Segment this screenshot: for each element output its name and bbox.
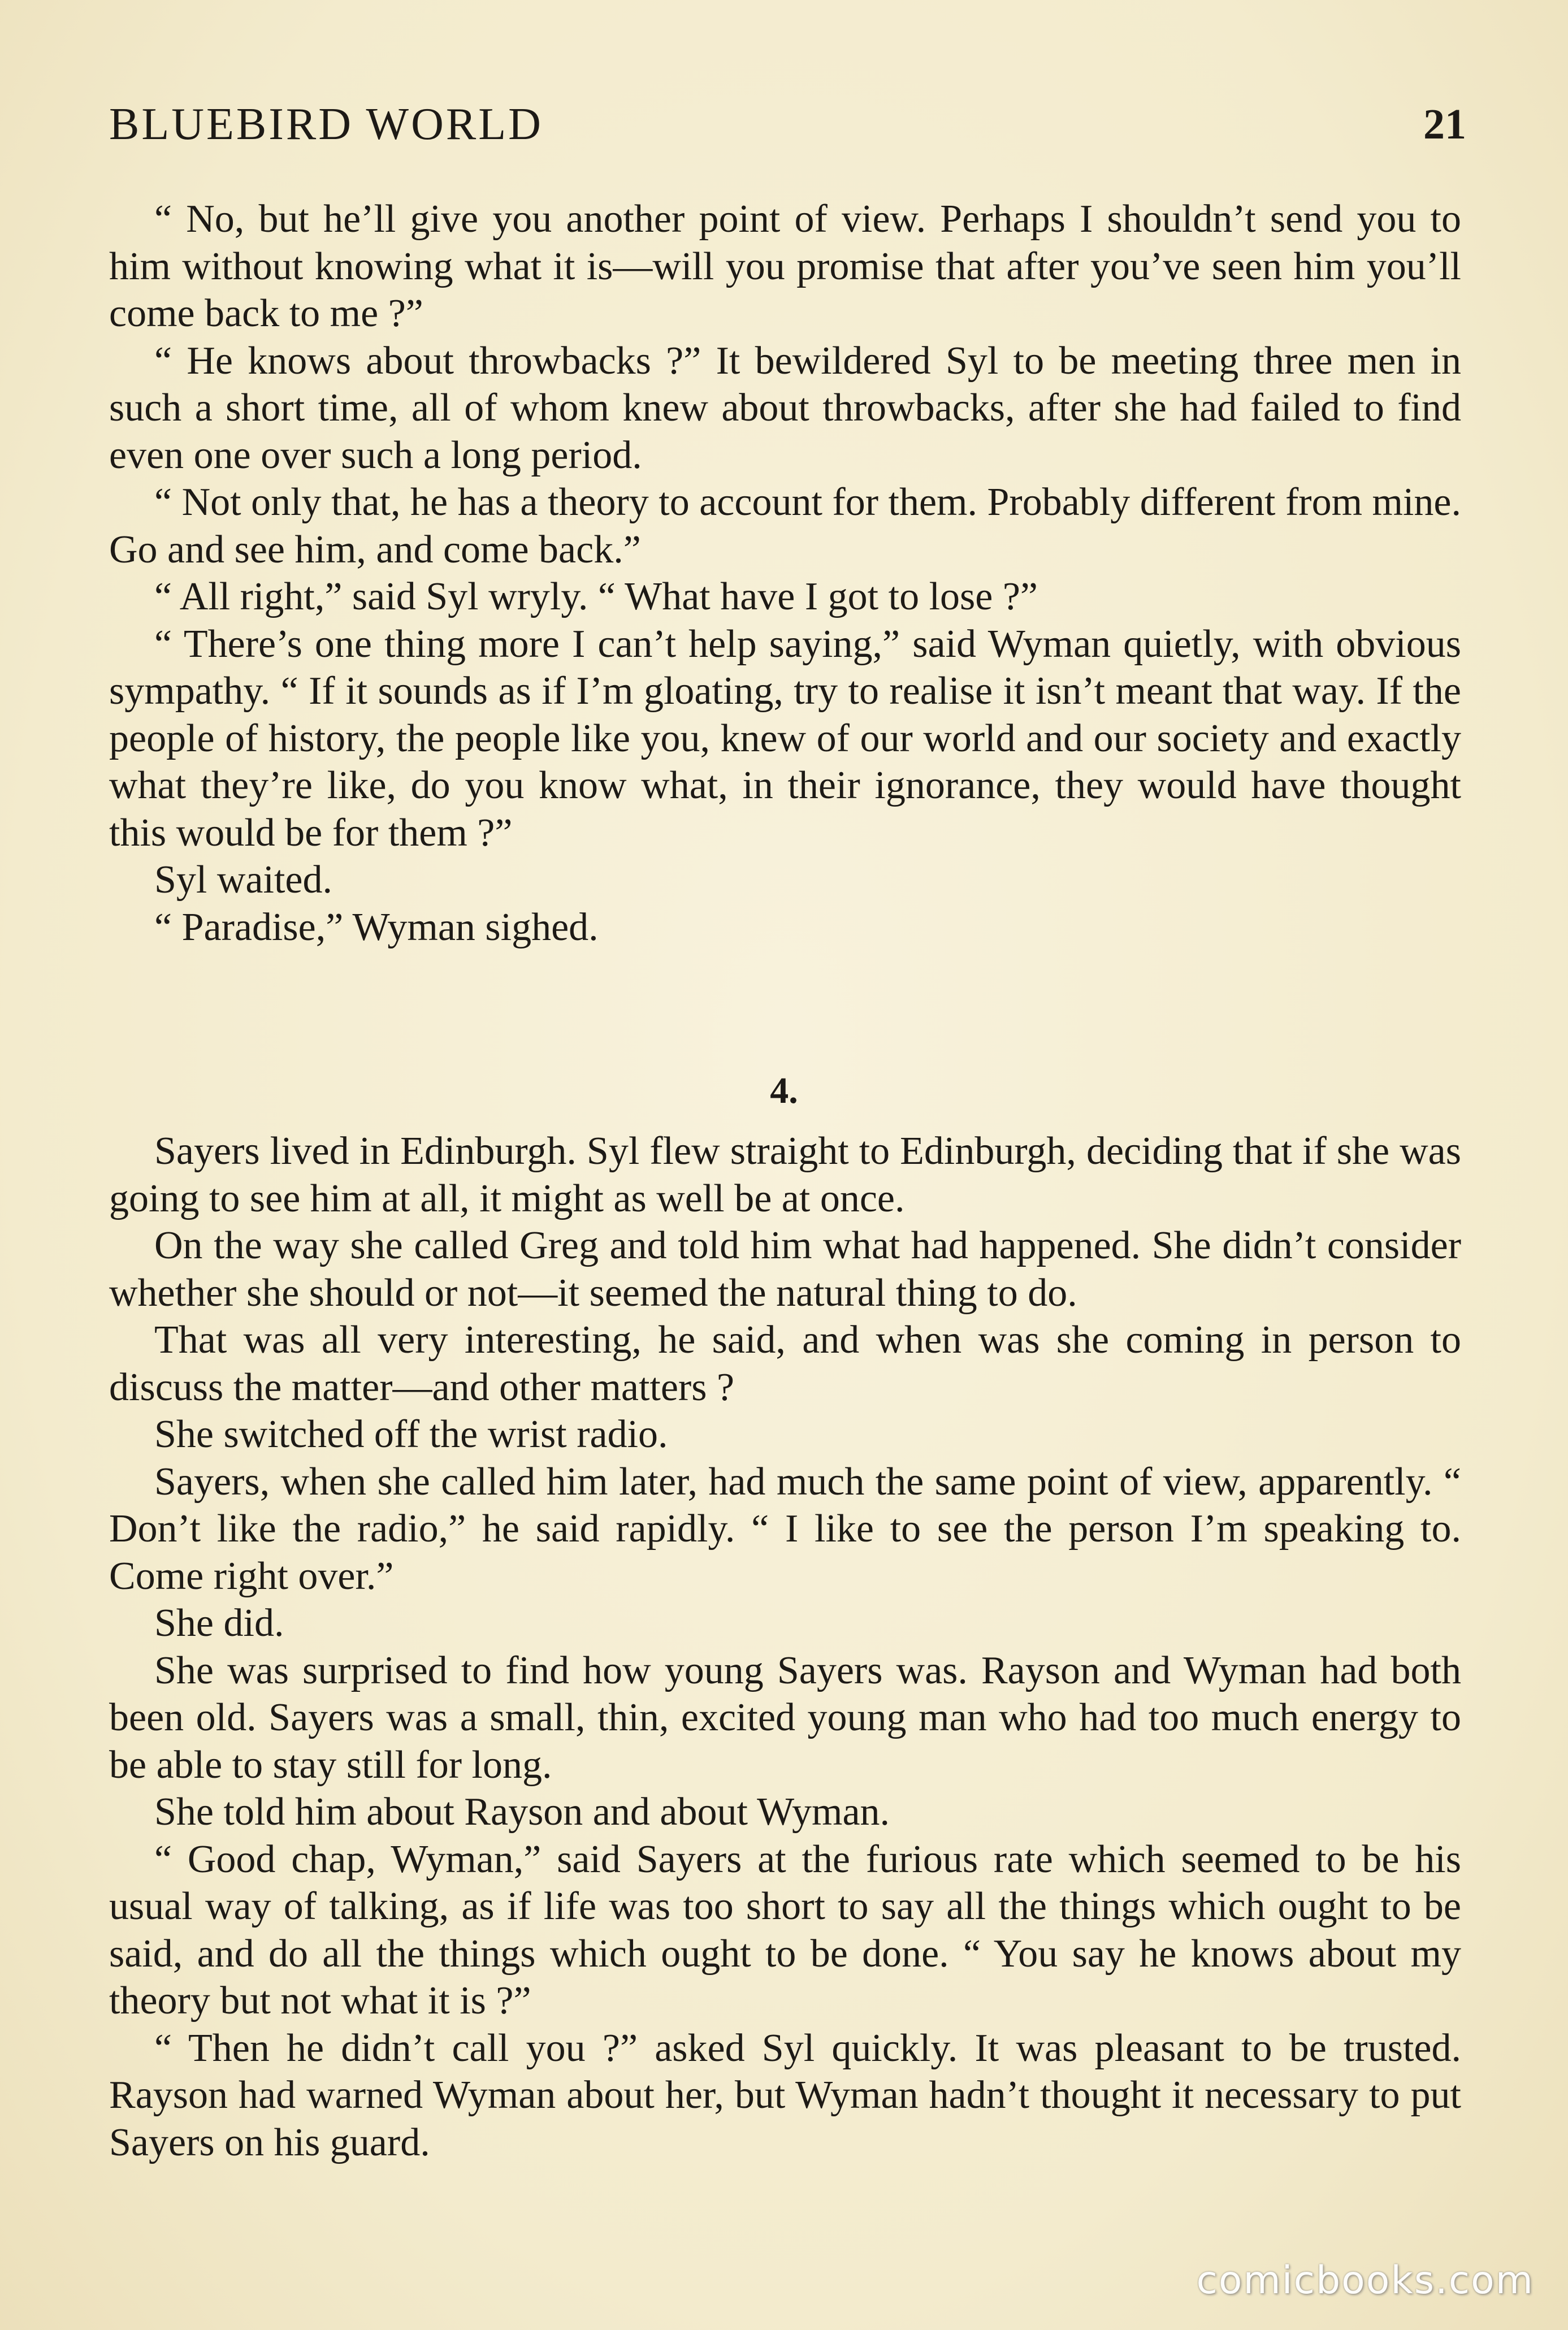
paragraph: “ Not only that, he has a theory to account for them. Probably different from mine. Go and see him, and come back.” (109, 480, 1461, 571)
paragraph: “ Then he didn’t call you ?” asked Syl quickly. It was pleasant to be trusted. Rayson had warned Wyman about her, but Wyman hadn’t thought it necessary to put Sayers on his guard. (109, 2026, 1461, 2164)
paragraph: Sayers, when she called him later, had much the same point of view, apparently. “ Don’t like the radio,” he said rapidly. “ I like to see the person I’m speaking to. Come right over.” (109, 1460, 1461, 1598)
page-header (109, 93, 1466, 155)
paragraph: “ Paradise,” Wyman sighed. (154, 905, 599, 949)
paragraph: “ There’s one thing more I can’t help saying,” said Wyman quietly, with obvious sympathy. “ If it sounds as if I’m gloating, try to realise it isn’t meant that way. If the people of history, the people like you, knew of our world and our society and exactly what they’re like, do you know what, in their ignorance, they would have thought this would be for them ?” (109, 622, 1461, 855)
text-block-after-section (109, 1128, 1461, 2166)
paragraph: She was surprised to find how young Sayers was. Rayson and Wyman had both been old. Sayers was a small, thin, excited young man who had too much energy to be able to stay still for long. (109, 1648, 1461, 1787)
paragraph: She did. (154, 1601, 284, 1645)
paragraph: That was all very interesting, he said, and when was she coming in person to discuss the matter—and other matters ? (109, 1318, 1461, 1409)
paragraph: She switched off the wrist radio. (154, 1413, 668, 1456)
paragraph: Sayers lived in Edinburgh. Syl flew straight to Edinburgh, deciding that if she was going to see him at all, it might as well be at once. (109, 1129, 1461, 1220)
section-number: 4. (770, 1070, 798, 1111)
paragraph: On the way she called Greg and told him what had happened. She didn’t consider whether she should or not—it seemed the natural thing to do. (109, 1224, 1461, 1315)
paragraph: “ He knows about throwbacks ?” It bewildered Syl to be meeting three men in such a short time, all of whom knew about throwbacks, after she had failed to find even one over such a long period. (109, 339, 1461, 477)
text-block-before-section (109, 196, 1461, 951)
paragraph: “ No, but he’ll give you another point of view. Perhaps I shouldn’t send you to him without knowing what it is—will you promise that after you’ve seen him you’ll come back to me ?” (109, 197, 1461, 335)
paragraph: “ All right,” said Syl wryly. “ What have I got to lose ?” (154, 575, 1038, 618)
page-number: 21 (1423, 101, 1466, 148)
paragraph: “ Good chap, Wyman,” said Sayers at the furious rate which seemed to be his usual way of talking, as if life was too short to say all the things which ought to be said, and do all the things which ought to be done. “ You say he knows about my theory but not what it is ?” (109, 1837, 1461, 2022)
running-head: BLUEBIRD WORLD (109, 99, 543, 149)
paragraph: Syl waited. (154, 858, 332, 902)
paragraph: She told him about Rayson and about Wyman. (154, 1790, 890, 1834)
watermark: comicbooks.com (1196, 2258, 1534, 2303)
